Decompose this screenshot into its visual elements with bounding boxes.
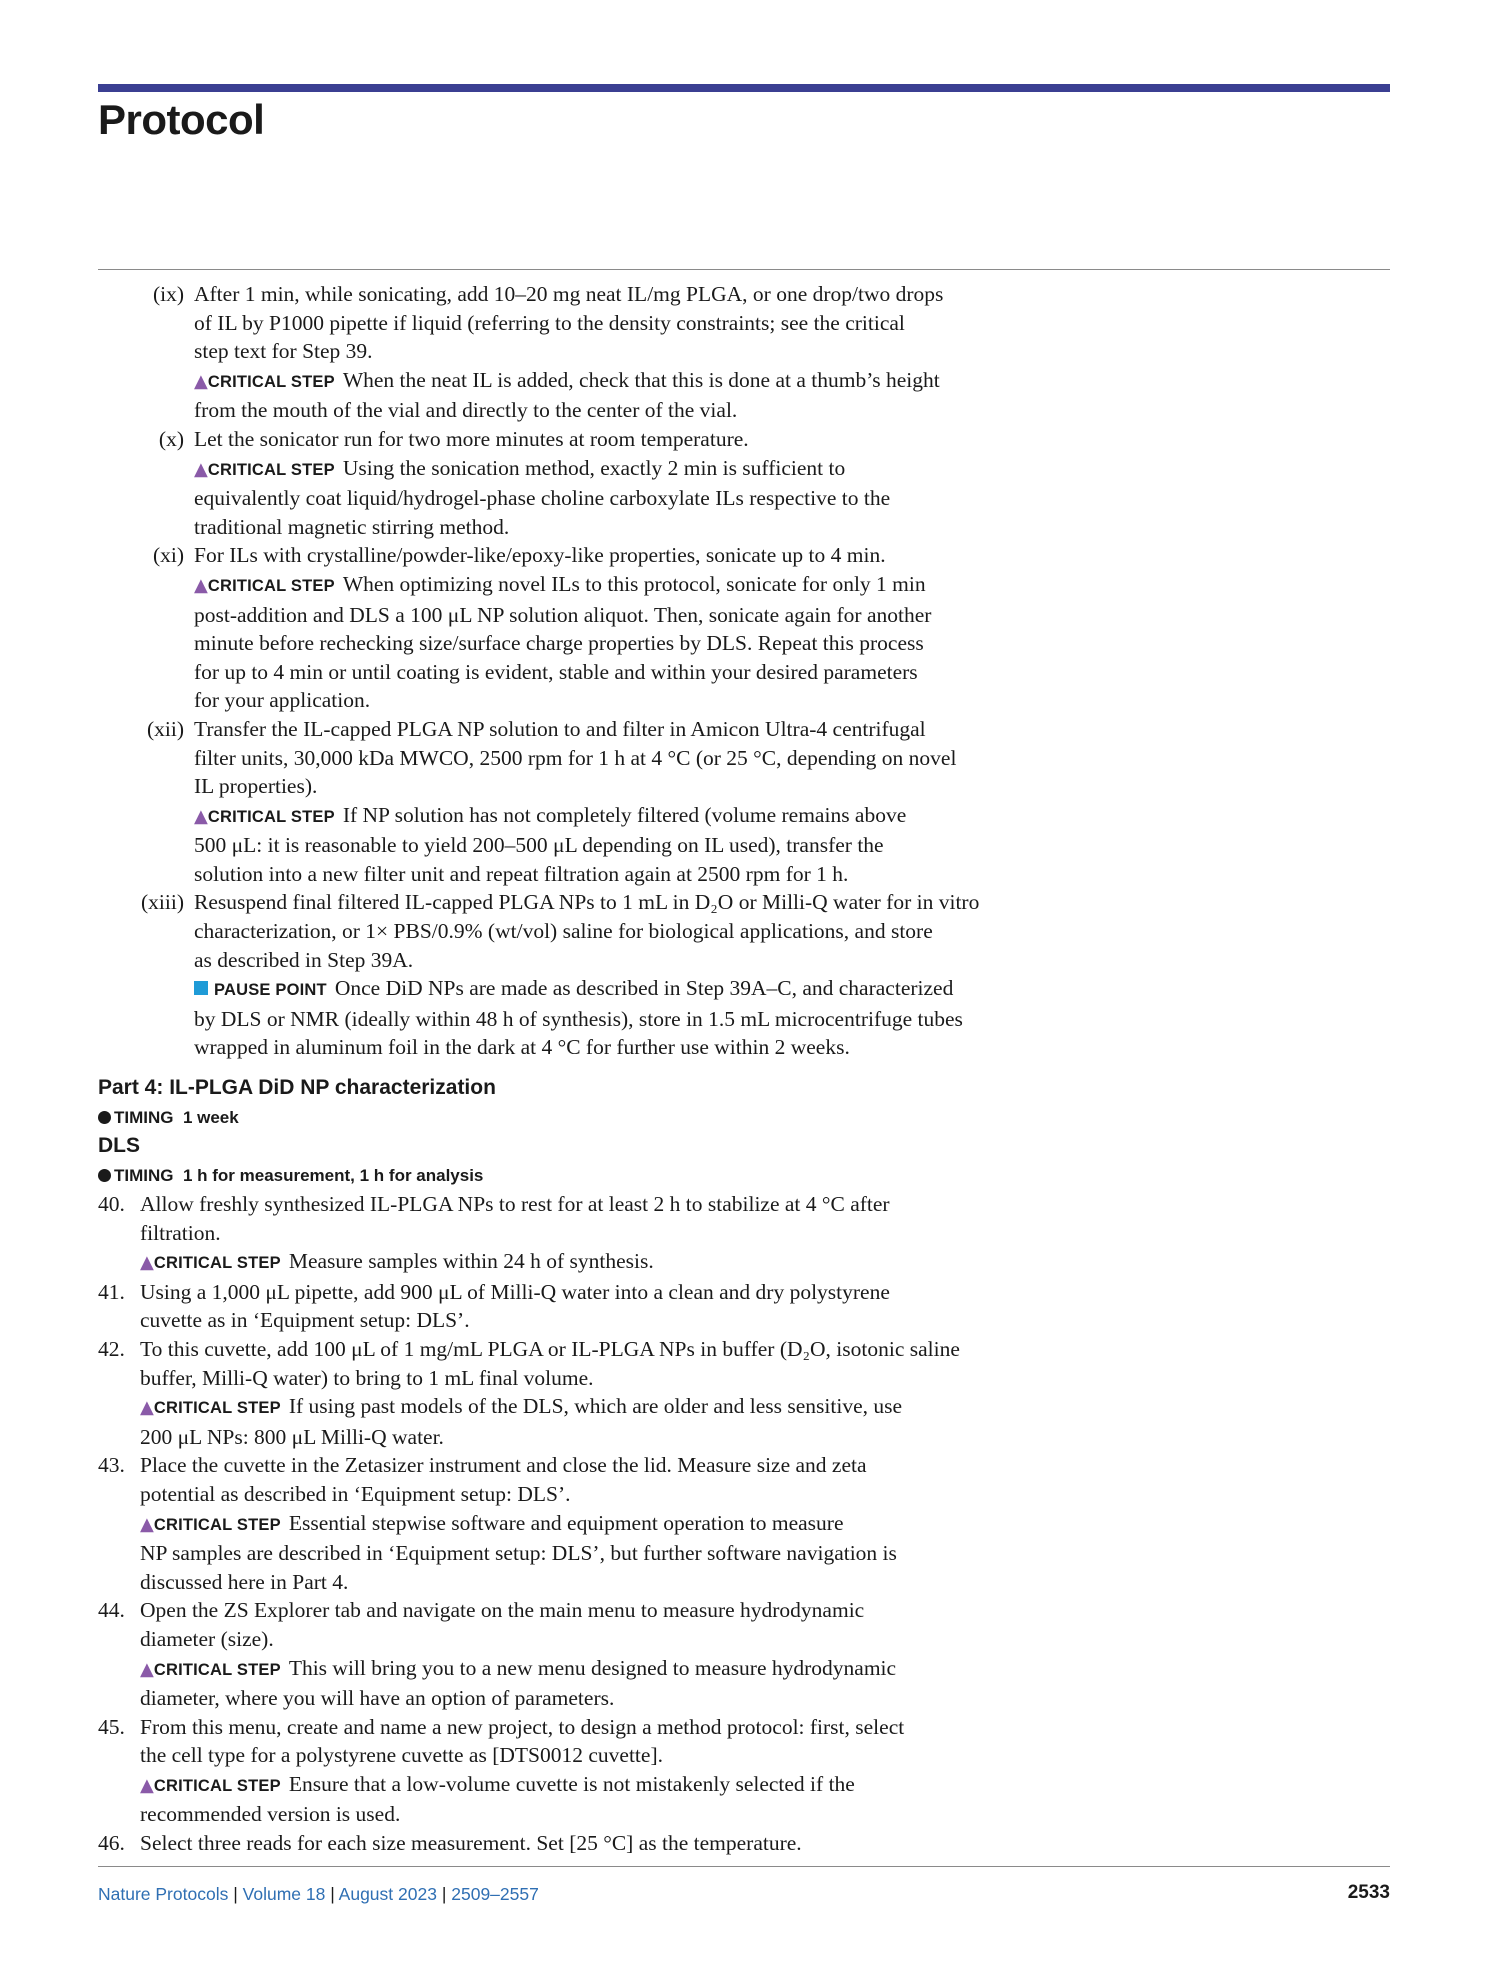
substeps-list [0,280,1489,1062]
step-line: Resuspend final filtered IL-capped PLGA NPs to 1 mL in D₂O or Milli-Q water for in vitro [194,890,980,915]
step-text [140,1596,1040,1712]
pause-point-line [194,1033,1074,1062]
step-line: characterization, or 1× PBS/0.9% (wt/vol) saline for biological applications, and store [194,919,933,944]
page-number: 2533 [1347,1882,1390,1903]
critical-step-line [140,1684,1040,1713]
footer-journal[interactable]: Nature Protocols [98,1884,229,1904]
note-label: CRITICAL STEP [153,1776,281,1795]
divider-bottom [98,1866,1390,1867]
step-number: (xiii) [141,890,184,915]
critical-step-line [140,1247,1040,1278]
timing-bullet-icon [98,1111,111,1124]
note-text: This will bring you to a new menu designed to measure hydrodynamic [288,1655,897,1680]
substep-item [0,888,1489,1062]
note-text: Essential stepwise software and equipment operation to measure [288,1510,844,1535]
substep-item [0,280,1489,425]
critical-step-marker [140,1772,289,1796]
critical-triangle-icon: ▲ [140,1774,154,1796]
critical-step-marker [140,1656,289,1680]
note-label: CRITICAL STEP [153,1660,281,1679]
critical-triangle-icon: ▲ [140,1658,154,1680]
footer-separator: | [330,1884,335,1904]
note-text: diameter, where you will have an option of parameters. [140,1686,615,1711]
note-text: 200 μL NPs: 800 μL Milli-Q water. [140,1424,444,1449]
footer-citation [98,1884,539,1905]
critical-step-line [194,366,1074,397]
step-text [194,715,1074,889]
critical-step-line [140,1800,1040,1829]
note-text: Using the sonication method, exactly 2 min is sufficient to [342,455,846,480]
critical-step-line [194,629,1074,658]
step-number: (xi) [152,543,184,568]
timing-label: TIMING [114,1108,174,1127]
footer-volume: Volume 18 [242,1884,326,1904]
step-item [0,1335,1489,1451]
timing-value: 1 week [182,1108,239,1127]
note-text: traditional magnetic stirring method. [194,514,510,539]
note-label: CRITICAL STEP [207,372,335,391]
note-text: recommended version is used. [140,1802,401,1827]
footer-separator: | [441,1884,447,1904]
critical-triangle-icon: ▲ [140,1513,154,1535]
step-line: Place the cuvette in the Zetasizer instrument and close the lid. Measure size and zeta [140,1453,867,1478]
critical-triangle-icon: ▲ [140,1397,154,1419]
divider-top [98,269,1390,270]
step-line: as described in Step 39A. [194,947,414,972]
note-text: 500 μL: it is reasonable to yield 200–500 μL depending on IL used), transfer the [194,833,884,858]
step-line: cuvette as in ‘Equipment setup: DLS’. [140,1308,470,1333]
note-text: for your application. [194,688,371,713]
note-label: CRITICAL STEP [207,576,335,595]
step-line: diameter (size). [140,1626,274,1651]
critical-triangle-icon: ▲ [140,1252,154,1274]
critical-step-line [194,484,1074,513]
step-item [0,1190,1489,1278]
steps-list [0,1190,1489,1858]
dls-heading: DLS [98,1134,140,1157]
critical-step-line [140,1654,1040,1685]
step-line: From this menu, create and name a new project, to design a method protocol: first, select [140,1714,905,1739]
step-line: To this cuvette, add 100 μL of 1 mg/mL PLGA or IL-PLGA NPs in buffer (D₂O, isotonic saline [140,1336,960,1361]
step-line: Allow freshly synthesized IL-PLGA NPs to rest for at least 2 h to stabilize at 4 °C after [140,1192,890,1216]
substep-item [0,425,1489,541]
step-line: of IL by P1000 pipette if liquid (referring to the density constraints; see the critical [194,310,905,335]
footer-separator: | [233,1884,238,1904]
note-text: post-addition and DLS a 100 μL NP solution aliquot. Then, sonicate again for another [194,602,932,627]
critical-step-line [140,1509,1040,1540]
substep-item [0,715,1489,889]
footer-date: August 2023 [338,1884,437,1904]
critical-step-line [194,831,1074,860]
pause-point-line [194,1005,1074,1034]
critical-step-line [140,1568,1040,1597]
note-text: wrapped in aluminum foil in the dark at 4 °C for further use within 2 weeks. [194,1035,850,1060]
step-line: filter units, 30,000 kDa MWCO, 2500 rpm for 1 h at 4 °C (or 25 °C, depending on novel [194,745,957,770]
step-number: 42. [98,1336,125,1361]
critical-step-line [194,686,1074,715]
note-label: CRITICAL STEP [153,1254,281,1273]
critical-step-marker [140,1394,289,1418]
step-text [194,541,1074,715]
step-line: Transfer the IL-capped PLGA NP solution to and filter in Amicon Ultra-4 centrifugal [194,716,926,741]
note-text: When optimizing novel ILs to this protocol, sonicate for only 1 min [342,571,926,596]
critical-step-line [140,1423,1040,1452]
critical-step-line [140,1392,1040,1423]
step-item [0,1451,1489,1596]
critical-step-line [194,601,1074,630]
step-number: (x) [158,426,184,451]
timing-line [98,1108,239,1128]
step-text [140,1190,1040,1278]
step-text [140,1451,1040,1596]
step-text [194,888,1074,1062]
critical-step-marker [194,456,343,480]
step-number: 43. [98,1453,125,1478]
section-title: Protocol [98,96,265,143]
pause-point-line [194,974,1074,1005]
step-item [0,1278,1489,1335]
step-text [140,1335,1040,1451]
step-item [0,1596,1489,1712]
note-text: solution into a new filter unit and repeat filtration again at 2500 rpm for 1 h. [194,861,849,886]
step-line: buffer, Milli-Q water) to bring to 1 mL final volume. [140,1365,594,1390]
note-text: by DLS or NMR (ideally within 48 h of synthesis), store in 1.5 mL microcentrifuge tubes [194,1006,963,1031]
critical-step-line [140,1539,1040,1568]
step-line: Select three reads for each size measurement. Set [25 °C] as the temperature. [140,1831,802,1856]
step-line: the cell type for a polystyrene cuvette as [DTS0012 cuvette]. [140,1743,663,1768]
critical-step-line [194,454,1074,485]
step-text [140,1829,1040,1858]
note-label: CRITICAL STEP [153,1515,281,1534]
timing-bullet-icon [98,1169,111,1182]
step-line: filtration. [140,1220,221,1245]
timing-label: TIMING [114,1166,174,1185]
note-text: If NP solution has not completely filtered (volume remains above [342,802,907,827]
step-line: For ILs with crystalline/powder-like/epoxy-like properties, sonicate up to 4 min. [194,543,886,568]
step-text [194,425,1074,541]
step-line: IL properties). [194,774,318,799]
critical-step-line [194,513,1074,542]
step-line: potential as described in ‘Equipment setup: DLS’. [140,1481,571,1506]
footer-pages: 2509–2557 [451,1884,539,1904]
step-number: (xii) [146,716,184,741]
step-text [140,1713,1040,1829]
dls-timing-line [98,1166,483,1186]
note-text: Ensure that a low-volume cuvette is not mistakenly selected if the [288,1771,855,1796]
step-line: Let the sonicator run for two more minutes at room temperature. [194,426,749,451]
step-item [0,1713,1489,1829]
critical-step-marker [194,572,343,596]
substep-item [0,541,1489,715]
step-number: 44. [98,1598,125,1623]
critical-step-line [194,396,1074,425]
critical-step-line [194,860,1074,889]
note-text: If using past models of the DLS, which are older and less sensitive, use [288,1394,903,1419]
step-line: Open the ZS Explorer tab and navigate on the main menu to measure hydrodynamic [140,1598,865,1623]
step-text [194,280,1074,425]
note-text: Measure samples within 24 h of synthesis. [288,1249,654,1274]
note-label: PAUSE POINT [214,981,327,1000]
step-line: step text for Step 39. [194,339,373,364]
note-label: CRITICAL STEP [207,807,335,826]
note-text: When the neat IL is added, check that this is done at a thumb’s height [342,367,940,392]
critical-step-marker [194,803,343,827]
note-text: discussed here in Part 4. [140,1569,349,1594]
critical-triangle-icon: ▲ [194,370,208,392]
critical-step-marker [140,1249,289,1273]
critical-step-line [140,1770,1040,1801]
note-text: Once DiD NPs are made as described in Step 39A–C, and characterized [334,976,954,1001]
step-number: (ix) [152,282,184,306]
step-number: 45. [98,1714,125,1739]
note-text: from the mouth of the vial and directly to the center of the vial. [194,398,738,423]
note-text: NP samples are described in ‘Equipment setup: DLS’, but further software navigation is [140,1541,897,1566]
note-text: equivalently coat liquid/hydrogel-phase choline carboxylate ILs respective to the [194,486,891,511]
header-bar [98,84,1390,92]
step-number: 41. [98,1279,125,1304]
critical-step-marker [140,1511,289,1535]
step-text [140,1278,1040,1335]
critical-step-line [194,570,1074,601]
critical-step-marker [194,368,343,392]
critical-triangle-icon: ▲ [194,805,208,827]
step-line: After 1 min, while sonicating, add 10–20 mg neat IL/mg PLGA, or one drop/two drops [194,282,944,306]
step-number: 46. [98,1831,125,1856]
note-text: minute before rechecking size/surface charge properties by DLS. Repeat this process [194,631,924,656]
critical-triangle-icon: ▲ [194,574,208,596]
critical-step-line [194,801,1074,832]
note-label: CRITICAL STEP [207,460,335,479]
step-item [0,1829,1489,1858]
timing-value: 1 h for measurement, 1 h for analysis [182,1166,484,1185]
step-number: 40. [98,1192,125,1216]
critical-step-line [194,658,1074,687]
part-heading: Part 4: IL-PLGA DiD NP characterization [98,1076,496,1099]
step-line: Using a 1,000 μL pipette, add 900 μL of Milli-Q water into a clean and dry polystyrene [140,1279,890,1304]
note-text: for up to 4 min or until coating is evident, stable and within your desired parameters [194,659,918,684]
pause-point-marker [194,976,335,1000]
critical-triangle-icon: ▲ [194,458,208,480]
note-label: CRITICAL STEP [153,1399,281,1418]
pause-square-icon [194,981,208,995]
